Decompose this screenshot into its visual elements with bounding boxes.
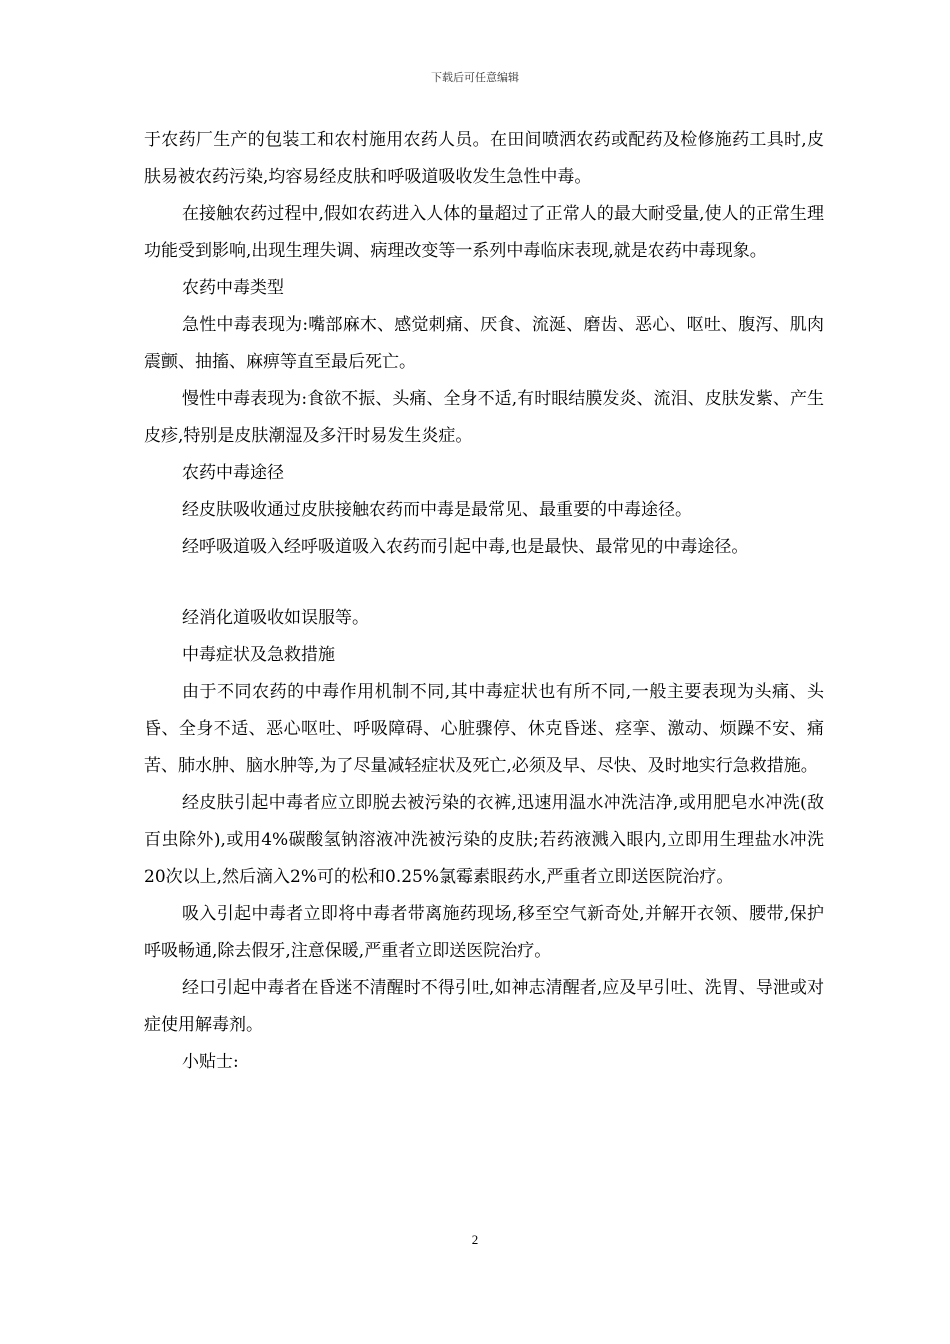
paragraph-chronic-poisoning: 慢性中毒表现为:食欲不振、头痛、全身不适,有时眼结膜发炎、流泪、皮肤发紫、产生皮疹,特别是皮肤潮湿及多汗时易发生炎症。 [144, 389, 824, 446]
paragraph-tips-heading: 小贴士: [182, 1052, 239, 1072]
paragraph-acute-poisoning: 急性中毒表现为:嘴部麻木、感觉刺痛、厌食、流涎、磨齿、恶心、呕吐、腹泻、肌肉震颤、抽搐、麻痹等直至最后死亡。 [144, 315, 824, 372]
paragraph-poisoning-definition: 在接触农药过程中,假如农药进入人体的量超过了正常人的最大耐受量,使人的正常生理功能受到影响,出现生理失调、病理改变等一系列中毒临床表现,就是农药中毒现象。 [144, 204, 824, 261]
paragraph-symptoms: 由于不同农药的中毒作用机制不同,其中毒症状也有所不同,一般主要表现为头痛、头昏、全身不适、恶心呕吐、呼吸障碍、心脏骤停、休克昏迷、痉挛、激动、烦躁不安、痛苦、肺水肿、脑水肿等,为了尽量减轻症状及死亡,必须及早、尽快、及时地实行急救措施。 [144, 682, 824, 776]
paragraph-inhalation-first-aid: 吸入引起中毒者立即将中毒者带离施药现场,移至空气新奇处,并解开衣领、腰带,保护呼吸畅通,除去假牙,注意保暖,严重者立即送医院治疗。 [144, 904, 824, 961]
blank-line [144, 566, 824, 600]
page-number: 2 [471, 1232, 479, 1247]
paragraph-skin-first-aid: 经皮肤引起中毒者应立即脱去被污染的衣裤,迅速用温水冲洗洁净,或用肥皂水冲洗(敌百虫除外),或用4%碳酸氢钠溶液冲洗被污染的皮肤;若药液溅入眼内,立即用生理盐水冲洗20次以上,然后滴入2%可的松和0.25%氯霉素眼药水,严重者立即送医院治疗。 [144, 793, 824, 887]
paragraph-skin-absorption: 经皮肤吸收通过皮肤接触农药而中毒是最常见、最重要的中毒途径。 [182, 500, 692, 520]
page-header: 下载后可任意编辑 [431, 71, 519, 84]
document-body [144, 122, 824, 1081]
paragraph-oral-first-aid: 经口引起中毒者在昏迷不清醒时不得引吐,如神志清醒者,应及早引吐、洗胃、导泄或对症使用解毒剂。 [144, 978, 824, 1035]
section-heading-poisoning-types: 农药中毒类型 [182, 278, 284, 298]
paragraph-digestive-absorption: 经消化道吸收如误服等。 [182, 608, 369, 628]
paragraph-respiratory-inhalation: 经呼吸道吸入经呼吸道吸入农药而引起中毒,也是最快、最常见的中毒途径。 [182, 537, 749, 557]
section-heading-poisoning-routes: 农药中毒途径 [182, 463, 284, 483]
paragraph-continuation: 于农药厂生产的包装工和农村施用农药人员。在田间喷洒农药或配药及检修施药工具时,皮肤易被农药污染,均容易经皮肤和呼吸道吸收发生急性中毒。 [144, 130, 824, 187]
section-heading-symptoms-first-aid: 中毒症状及急救措施 [182, 645, 335, 665]
